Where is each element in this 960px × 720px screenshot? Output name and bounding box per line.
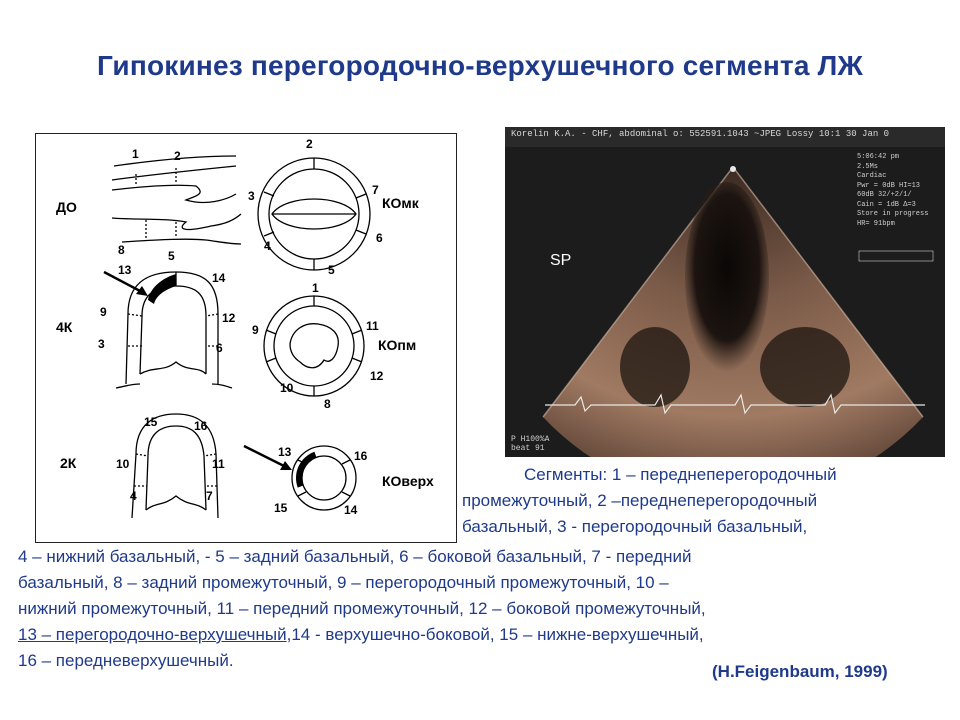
seg-label-4k-6: 6 (216, 341, 223, 355)
echo-sp-label: SP (550, 252, 572, 269)
seg-label-ko-mk-3: 3 (248, 189, 255, 203)
seg-label-do-1: 1 (132, 147, 139, 161)
echo-side-line: HR= 91bpm (857, 219, 895, 228)
seg-label-ko-pm-10: 10 (280, 381, 294, 395)
seg-label-4k-3: 3 (98, 337, 105, 351)
hypokinetic-segment-4k (148, 274, 176, 304)
seg-label-4k-12: 12 (222, 311, 236, 325)
view-do-sketch (112, 156, 241, 244)
seg-label-ko-mk-4: 4 (264, 239, 271, 253)
seg-label-2k-16: 16 (194, 419, 208, 433)
echocardiogram-image (505, 127, 945, 457)
seg-label-ko-pm-9: 9 (252, 323, 259, 337)
seg-label-2k-7: 7 (206, 489, 213, 503)
view-label-4k: 4К (56, 319, 73, 335)
seg-label-do-5: 5 (168, 249, 175, 263)
echo-side-line: Pwr = 0dB HI=13 (857, 181, 921, 190)
description-line-5: 16 – передневерхушечный. (18, 651, 234, 670)
echo-footer-line: P H100%A (511, 435, 550, 444)
seg-label-ko-mk-6: 6 (376, 231, 383, 245)
description-line-3: нижний промежуточный, 11 – передний промежуточный, 12 – боковой промежуточный, (18, 599, 706, 618)
view-ko-mk-sketch (258, 158, 370, 270)
seg-label-2k-11: 11 (212, 457, 225, 471)
underlined-segment-13: 13 – перегородочно-верхушечный (18, 625, 287, 644)
echo-side-panel (857, 153, 941, 229)
seg-label-do-8: 8 (118, 243, 125, 257)
view-label-do: ДО (56, 199, 77, 215)
view-label-ko-pm: КОпм (378, 337, 417, 353)
segments-description (18, 544, 948, 674)
seg-label-4k-14: 14 (212, 271, 226, 285)
slide-title: Гипокинез перегородочно-верхушечного сегмента ЛЖ (97, 50, 863, 81)
seg-label-4k-13: 13 (118, 263, 132, 277)
seg-label-do-2: 2 (174, 149, 181, 163)
view-label-ko-mk: КОмк (382, 195, 419, 211)
echo-side-line: 2.5Ms (857, 162, 879, 171)
seg-label-ko-mk-7: 7 (372, 183, 379, 197)
seg-label-ko-verh-13: 13 (278, 445, 292, 459)
caption-line-1: Сегменты: 1 – переднеперегородочный (524, 465, 837, 484)
view-label-2k: 2К (60, 455, 77, 471)
seg-label-2k-4: 4 (130, 489, 137, 503)
seg-label-ko-mk-5: 5 (328, 263, 335, 277)
echo-footer (511, 435, 549, 453)
seg-label-2k-10: 10 (116, 457, 130, 471)
seg-label-4k-9: 9 (100, 305, 107, 319)
echo-side-line: Cain = 1dB Δ=3 (857, 200, 916, 209)
echo-side-line: 5:06:42 pm (857, 153, 900, 161)
seg-label-ko-verh-15: 15 (274, 501, 288, 515)
echo-side-line: Cardiac (857, 172, 887, 180)
diagram-drawing (36, 134, 456, 542)
seg-label-ko-pm-8: 8 (324, 397, 331, 411)
seg-label-ko-pm-12: 12 (370, 369, 384, 383)
echo-side-line: 60dB 32/+2/1/ (857, 191, 912, 199)
seg-label-ko-mk-2: 2 (306, 137, 313, 151)
description-line-4 (18, 622, 948, 648)
seg-label-ko-pm-1: 1 (312, 281, 319, 295)
seg-label-2k-15: 15 (144, 415, 158, 429)
description-line-4-rest: ,14 - верхушечно-боковой, 15 – нижне-верхушечный, (286, 625, 704, 644)
reference-citation: (H.Feigenbaum, 1999) (712, 662, 888, 681)
seg-label-ko-verh-14: 14 (344, 503, 358, 517)
view-4k-sketch (116, 272, 232, 388)
description-line-1: 4 – нижний базальный, - 5 – задний базальный, 6 – боковой базальный, 7 - передний (18, 547, 692, 566)
echo-header-text: Korelin K.A. - CHF, abdominal o: 552591.1043 ~JPEG Lossy 10:1 30 Jan 0 (511, 129, 890, 139)
caption-line-2: промежуточный, 2 –переднеперегородочный (462, 491, 818, 510)
lv-segments-diagram (35, 133, 457, 543)
view-label-ko-verh: КОверх (382, 473, 434, 489)
caption-line-3: базальный, 3 - перегородочный базальный, (462, 517, 808, 536)
seg-label-ko-pm-11: 11 (366, 319, 379, 333)
description-line-2: базальный, 8 – задний промежуточный, 9 – перегородочный промежуточный, 10 – (18, 573, 669, 592)
echo-footer-line: beat 91 (511, 444, 545, 453)
seg-label-ko-verh-16: 16 (354, 449, 368, 463)
view-ko-pm-sketch (264, 296, 364, 396)
echo-side-line: Store in progress (857, 210, 929, 218)
